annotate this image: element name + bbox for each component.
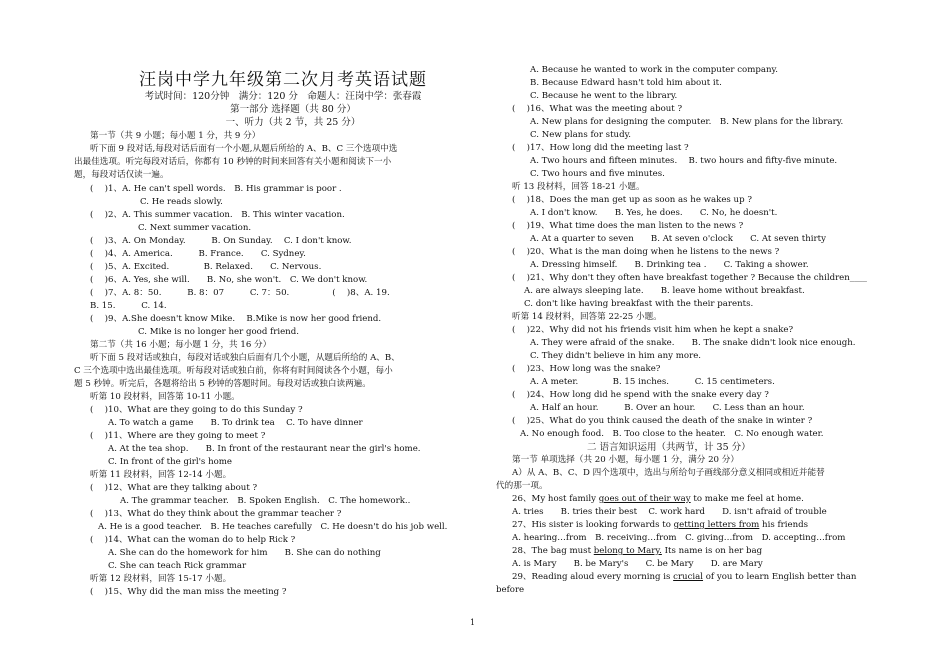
material-heading: 听第 11 段材料，回答 12-14 小题。 bbox=[90, 470, 232, 480]
question-option: A. are always sleeping late. B. leave home without breakfast. bbox=[524, 286, 805, 296]
question-option: C. don't like having breakfast with the their parents. bbox=[524, 299, 754, 309]
question: ( )24、How long did he spend with the snake every day ? bbox=[512, 390, 769, 400]
page-number: 1 bbox=[470, 618, 476, 627]
question-option: A. Dressing himself. B. Drinking tea . C. Taking a shower. bbox=[530, 260, 809, 270]
question-text: Its name is on her bag bbox=[661, 546, 763, 556]
question-option: C. In front of the girl's home bbox=[108, 457, 233, 467]
material-heading: 听第 14 段材料，回答第 22-25 小题。 bbox=[512, 312, 662, 322]
question: ( )1、A. He can't spell words. B. His grammar is poor . bbox=[90, 184, 342, 194]
underlined-phrase: crucial bbox=[673, 572, 704, 582]
question bbox=[512, 546, 762, 557]
question: ( )25、What do you think caused the death of the snake in winter ? bbox=[512, 416, 813, 426]
underlined-phrase: belong to Mary. bbox=[593, 546, 662, 556]
question-option: A. At the tea shop. B. In front of the restaurant near the girl's home. bbox=[108, 444, 421, 454]
question: ( )4、A. America. B. France. C. Sydney. bbox=[90, 249, 306, 259]
question: ( )20、What is the man doing when he listens to the news ? bbox=[512, 247, 780, 257]
question-text: 29、Reading aloud every morning is bbox=[512, 572, 674, 582]
question: ( )5、A. Excited. B. Relaxed. C. Nervous. bbox=[90, 262, 322, 272]
section-heading: 二 语言知识运用（共两节，计 35 分） bbox=[587, 442, 751, 453]
part-heading: 第一部分 选择题（共 80 分） bbox=[230, 104, 356, 115]
question-option: B. Because Edward hasn't told him about it. bbox=[530, 78, 722, 88]
question-option: C. She can teach Rick grammar bbox=[108, 561, 247, 571]
subsection-heading: 第一节 单项选择（共 20 小题，每小题 1 分，满分 20 分） bbox=[512, 455, 739, 465]
question-option: A. No enough food. B. Too close to the heater. C. No enough water. bbox=[520, 429, 824, 439]
question: ( )18、Does the man get up as soon as he wakes up ? bbox=[512, 195, 752, 205]
question-option: A. She can do the homework for him B. She can do nothing bbox=[108, 548, 381, 558]
question-option: C. New plans for study. bbox=[530, 130, 632, 140]
question-option: C. Mike is no longer her good friend. bbox=[138, 327, 299, 337]
underlined-phrase: getting letters from bbox=[673, 520, 760, 530]
question-option: A. hearing…from B. receiving…from C. giving…from D. accepting…from bbox=[512, 533, 846, 543]
question-option: A. To watch a game B. To drink tea C. To have dinner bbox=[108, 418, 363, 428]
question bbox=[512, 520, 808, 531]
instruction-line: 代的那一项。 bbox=[496, 481, 548, 491]
underlined-phrase: goes out of their way bbox=[598, 494, 691, 504]
material-heading: 听第 10 段材料，回答第 10-11 小题。 bbox=[90, 392, 240, 402]
question-option: A. A meter. B. 15 inches. C. 15 centimeters. bbox=[530, 377, 775, 387]
material-heading: 听 13 段材料，回答 18-21 小题。 bbox=[512, 182, 645, 192]
exam-meta: 考试时间：120分钟 满分：120 分 命题人：汪岗中学：张春霞 bbox=[144, 91, 422, 102]
section-heading: 一、听力（共 2 节，共 25 分） bbox=[225, 117, 361, 128]
question: ( )13、What do they think about the grammar teacher ? bbox=[90, 509, 342, 519]
question bbox=[512, 494, 804, 505]
question-option: A. At a quarter to seven B. At seven o'clock C. At seven thirty bbox=[530, 234, 826, 244]
instruction-line: A）从 A、B、C、D 四个选项中，选出与所给句子画线部分意义相同或相近并能替 bbox=[512, 468, 825, 478]
instruction-line: 出最佳选项。听完每段对话后，你都有 10 秒钟的时间来回答有关小题和阅读下一小 bbox=[74, 157, 392, 167]
question: ( )10、What are they going to do this Sunday ? bbox=[90, 405, 303, 415]
question: ( )21、Why don't they often have breakfast together ? Because the children____ bbox=[512, 273, 867, 283]
instruction-line: 题 5 秒钟。听完后，各题将给出 5 秒钟的答题时间。每段对话或独白读两遍。 bbox=[74, 379, 371, 389]
material-heading: 听第 12 段材料，回答 15-17 小题。 bbox=[90, 574, 232, 584]
question: ( )9、A.She doesn't know Mike. B.Mike is now her good friend. bbox=[90, 314, 382, 324]
question: ( )3、A. On Monday. B. On Sunday. C. I don't know. bbox=[90, 236, 352, 246]
question-text: 28、The bag must bbox=[512, 546, 594, 556]
question bbox=[512, 572, 856, 583]
question-option: A. They were afraid of the snake. B. The snake didn't look nice enough. bbox=[530, 338, 856, 348]
exam-title: 汪岗中学九年级第二次月考英语试题 bbox=[139, 70, 427, 90]
question-option: C. Because he went to the library. bbox=[530, 91, 678, 101]
subsection-heading: 第二节（共 16 小题；每小题 1 分，共 16 分） bbox=[90, 340, 272, 350]
question-option: A. The grammar teacher. B. Spoken English. C. The homework.. bbox=[120, 496, 411, 506]
question-option: A. Half an hour. B. Over an hour. C. Less than an hour. bbox=[530, 403, 805, 413]
question-text: 26、My host family bbox=[512, 494, 599, 504]
question-text: his friends bbox=[759, 520, 809, 530]
question-option: A. He is a good teacher. B. He teaches carefully C. He doesn't do his job well. bbox=[98, 522, 448, 532]
question: ( )12、What are they talking about ? bbox=[90, 483, 258, 493]
question: ( )2、A. This summer vacation. B. This winter vacation. bbox=[90, 210, 345, 220]
question-option: A. Because he wanted to work in the computer company. bbox=[530, 65, 778, 75]
question: ( )17、How long did the meeting last ? bbox=[512, 143, 689, 153]
question-text: 27、His sister is looking forwards to bbox=[512, 520, 674, 530]
question-text: before bbox=[496, 585, 525, 595]
instruction-line: 题，每段对话仅读一遍。 bbox=[74, 170, 169, 180]
question-option: A. Two hours and fifteen minutes. B. two hours and fifty-five minute. bbox=[530, 156, 838, 166]
question-option: C. He reads slowly. bbox=[140, 197, 223, 207]
question-option: A. is Mary B. be Mary's C. be Mary D. are Mary bbox=[512, 559, 763, 569]
question-option: B. 15. C. 14. bbox=[90, 301, 167, 311]
question: ( )19、What time does the man listen to the news ? bbox=[512, 221, 744, 231]
instruction-line: 听下面 5 段对话或独白，每段对话或独白后面有几个小题，从题后所给的 A、B、 bbox=[90, 353, 400, 363]
question: ( )16、What was the meeting about ? bbox=[512, 104, 683, 114]
question-option: C. They didn't believe in him any more. bbox=[530, 351, 702, 361]
question-option: A. I don't know. B. Yes, he does. C. No, he doesn't. bbox=[530, 208, 778, 218]
question-option: C. Next summer vacation. bbox=[138, 223, 252, 233]
question-text: of you to learn English better than bbox=[703, 572, 857, 582]
question-option: A. tries B. tries their best C. work hard D. isn't afraid of trouble bbox=[512, 507, 827, 517]
question: ( )22、Why did not his friends visit him when he kept a snake? bbox=[512, 325, 794, 335]
question: ( )11、Where are they going to meet ? bbox=[90, 431, 266, 441]
question: ( )7、A. 8：50. B. 8：07 C. 7：50. ( )8、A. 19. bbox=[90, 288, 390, 298]
instruction-line: 听下面 9 段对话,每段对话后面有一个小题,从题后所给的 A、B、C 三个选项中选 bbox=[90, 144, 398, 154]
question: ( )6、A. Yes, she will. B. No, she won't. C. We don't know. bbox=[90, 275, 368, 285]
question: ( )15、Why did the man miss the meeting ? bbox=[90, 587, 287, 597]
subsection-heading: 第一节（共 9 小题；每小题 1 分，共 9 分） bbox=[90, 131, 261, 141]
question: ( )14、What can the woman do to help Rick ? bbox=[90, 535, 296, 545]
question-option: C. Two hours and five minutes. bbox=[530, 169, 665, 179]
instruction-line: C 三个选项中选出最佳选项。听每段对话或独白前，你将有时间阅读各个小题，每小 bbox=[74, 366, 393, 376]
question-option: A. New plans for designing the computer. B. New plans for the library. bbox=[530, 117, 844, 127]
question-text: to make me feel at home. bbox=[690, 494, 804, 504]
question: ( )23、How long was the snake? bbox=[512, 364, 661, 374]
